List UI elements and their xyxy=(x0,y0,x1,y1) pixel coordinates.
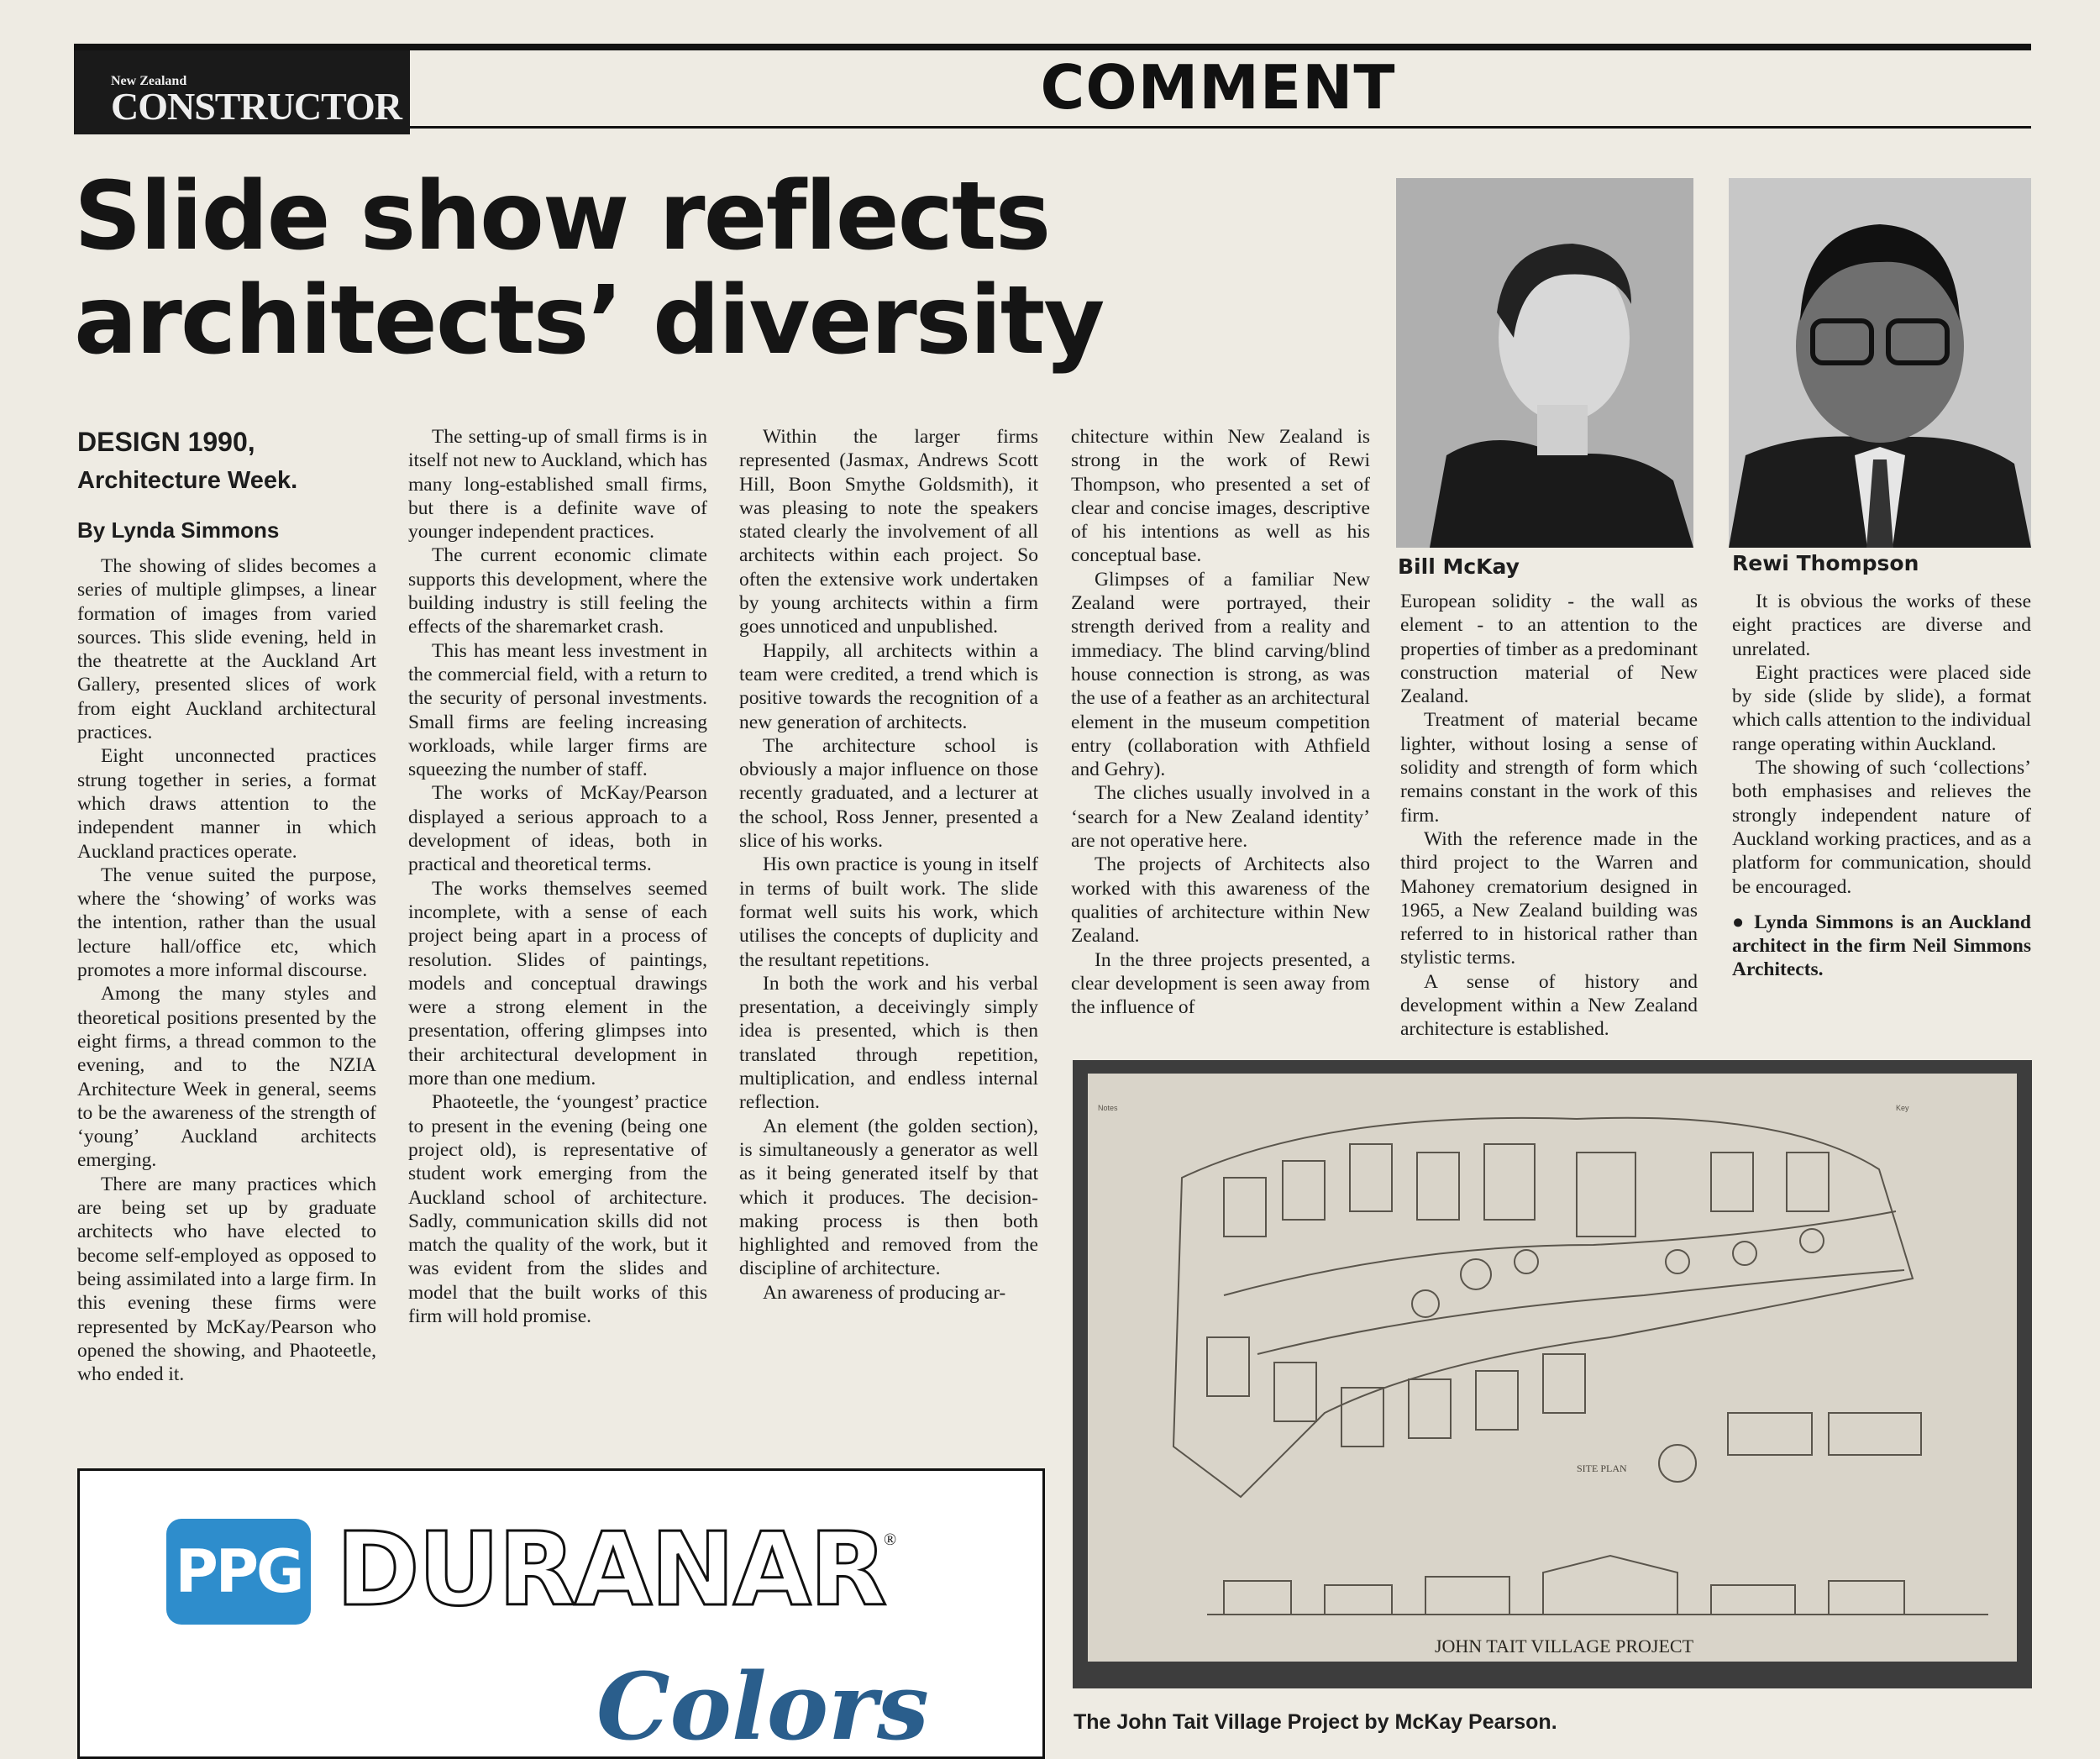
top-rule xyxy=(74,44,2031,50)
paragraph: Eight practices were placed side by side (slide by slide), a format which calls attention to the individual range operating within Auckland. xyxy=(1732,661,2031,755)
portrait-image xyxy=(1396,178,1693,548)
article-column-2 xyxy=(408,425,707,1328)
paragraph: Within the larger firms represented (Jasmax, Andrews Scott Hill, Boon Smythe Goldsmith), it was pleasing to note the speakers stated clearly the involvement of all architects within each project. So often the extensive work undertaken by young architects within a firm goes unnoticed and unpublished. xyxy=(739,426,1038,638)
colors-script-logo xyxy=(588,1652,929,1759)
paragraph: Treatment of material became lighter, without losing a sense of solidity and strength of form which remains constant in the work of this firm. xyxy=(1400,709,1698,827)
duranar-wordmark: DURANAR xyxy=(336,1512,886,1629)
paragraph: The setting-up of small firms is in itself not new to Auckland, which has many long-established small firms, but there is a definite wave of younger independent practices. xyxy=(408,426,707,543)
paragraph: The current economic climate supports this development, where the building industry is still feeling the effects of the sharemarket crash. xyxy=(408,544,707,638)
photo-caption-rewi-thompson: Rewi Thompson xyxy=(1732,551,1919,575)
author-note: ● Lynda Simmons is an Auckland architect in the firm Neil Simmons Architects. xyxy=(1732,911,2031,981)
paragraph: The showing of slides becomes a series of multiple glimpses, a linear formation of images from varied sources. This slide evening, held in the theatrette at the Auckland Art Gallery, presented slices of work from eight Auckland architectural practices. xyxy=(77,555,376,744)
article-column-6 xyxy=(1732,590,2031,982)
paragraph: Happily, all architects within a team were credited, a trend which is positive towards the recognition of a new generation of architects. xyxy=(739,639,1038,733)
photo-caption-bill-mckay: Bill McKay xyxy=(1398,554,1520,579)
paragraph: The cliches usually involved in a ‘search for a New Zealand identity’ are not operative here. xyxy=(1071,782,1370,853)
site-plan-drawing xyxy=(1073,1060,2032,1688)
paragraph: Among the many styles and theoretical positions presented by the eight firms, a thread common to the evening, and to the NZIA Architecture Week in general, seems to be the awareness of the strength of ‘young’ Auckland architects emerging. xyxy=(77,983,376,1172)
site-plan-title: JOHN TAIT VILLAGE PROJECT xyxy=(1434,1636,1694,1657)
site-plan-photo xyxy=(1073,1060,2032,1688)
paragraph: Eight unconnected practices strung together in series, a format which draws attention to the independent manner in which Auckland practices operate. xyxy=(77,745,376,863)
article-column-1 xyxy=(77,554,376,1386)
paragraph: The architecture school is obviously a major influence on those recently graduated, and a lecturer at the school, Ross Jenner, presented a slice of his works. xyxy=(739,734,1038,853)
portrait-photo-rewi-thompson xyxy=(1729,178,2031,548)
svg-text:Key: Key xyxy=(1896,1104,1909,1112)
paragraph: An awareness of producing ar- xyxy=(763,1281,1006,1304)
paragraph: This has meant less investment in the commercial field, with a return to the security of personal investments. Small firms are feeling increasing workloads, while larger firms are squeezing the number of staff. xyxy=(408,639,707,781)
paragraph-continued: chitecture within New Zealand is strong in the work of Rewi Thompson, who presented a set of clear and concise images, descriptive of his intentions as well as his conceptual base. xyxy=(1071,426,1370,567)
portrait-photo-bill-mckay xyxy=(1396,178,1693,548)
paragraph: The projects of Architects also worked with this awareness of the qualities of architecture within New Zealand. xyxy=(1071,853,1370,948)
paragraph: In both the work and his verbal presentation, a deceivingly simply idea is presented, which is then translated through repetition, multiplication, and endless internal reflection. xyxy=(739,972,1038,1114)
logo-small-text: New Zealand xyxy=(111,74,187,88)
logo-main-text: CONSTRUCTOR xyxy=(111,85,402,128)
paragraph: There are many practices which are being set up by graduate architects who have elected to become self-employed as opposed to being assimilated into a large firm. In this evening these firms were represented by McKay/Pearson who opened the showing, and Phaoteetle, who ended it. xyxy=(77,1173,376,1386)
paragraph: With the reference made in the third project to the Warren and Mahoney crematorium designed in 1965, a New Zealand building was referred to in historical rather than stylistic terms. xyxy=(1400,827,1698,969)
article-column-5 xyxy=(1400,590,1698,1042)
paragraph: The venue suited the purpose, where the ‘showing’ of works was the intention, rather than the usual lecture hall/office etc, which promotes a more informal discourse. xyxy=(77,864,376,982)
article-headline: Slide show reflects architects’ diversity xyxy=(74,162,1104,375)
paragraph: Phaoteetle, the ‘youngest’ practice to present in the evening (being one project old), is representative of student work emerging from the Auckland school of architecture. Sadly, communication skills did not match the quality of the work, but it was evident from the slides and model that the built works of this firm will hold promise. xyxy=(408,1091,707,1327)
site-plan-label: SITE PLAN xyxy=(1577,1462,1627,1474)
paragraph: Glimpses of a familiar New Zealand were portrayed, their strength derived from a reality and immediacy. The blind carving/blind house connection is strong, as was the use of a feather as an architectural element in the museum competition entry (collaboration with Athfield and Gehry). xyxy=(1071,568,1370,781)
paragraph: A sense of history and development within a New Zealand architecture is established. xyxy=(1400,970,1698,1041)
paragraph: The works of McKay/Pearson displayed a serious approach to a development of ideas, both in practical and theoretical terms. xyxy=(408,782,707,876)
paragraph: The showing of such ‘collections’ both emphasises and relieves the strongly independent nature of Auckland working practices, and as a platform for communication, should be encouraged. xyxy=(1732,757,2031,898)
registered-mark: ® xyxy=(884,1531,897,1549)
paragraph: His own practice is young in itself in terms of built work. The slide format well suits his work, which utilises the concepts of duplicity and the resultant repetitions. xyxy=(739,853,1038,971)
colors-script-text: Colors xyxy=(596,1652,929,1759)
kicker-architecture-week: Architecture Week. xyxy=(77,467,298,494)
article-column-3 xyxy=(739,425,1038,1305)
byline: By Lynda Simmons xyxy=(77,517,280,543)
portrait-image xyxy=(1729,178,2031,548)
svg-text:Notes: Notes xyxy=(1098,1104,1118,1112)
section-title: COMMENT xyxy=(1040,52,1396,123)
paragraph: It is obvious the works of these eight practices are diverse and unrelated. xyxy=(1732,591,2031,660)
article-column-4 xyxy=(1071,425,1370,1019)
site-plan-caption: The John Tait Village Project by McKay Pearson. xyxy=(1074,1710,1557,1734)
paragraph: An element (the golden section), is simultaneously a generator as well as it being generated itself by that which it produces. The decision-making process is then both highlighted and removed from the discipline of architecture. xyxy=(739,1115,1038,1280)
paragraph: In the three projects presented, a clear development is seen away from the influence of xyxy=(1071,948,1370,1019)
kicker-design: DESIGN 1990, xyxy=(77,427,255,457)
masthead-rule xyxy=(410,126,2031,129)
paragraph: The works themselves seemed incomplete, with a sense of each project being apart in a process of resolution. Slides of paintings, models and conceptual drawings were a strong element in the presentation, offering glimpses into their architectural development in more than one medium. xyxy=(408,877,707,1090)
ppg-logo-text: PPG xyxy=(175,1537,302,1606)
paragraph-continued: European solidity - the wall as element - to an attention to the properties of timber as a predominant construction material of New Zealand. xyxy=(1400,591,1698,708)
